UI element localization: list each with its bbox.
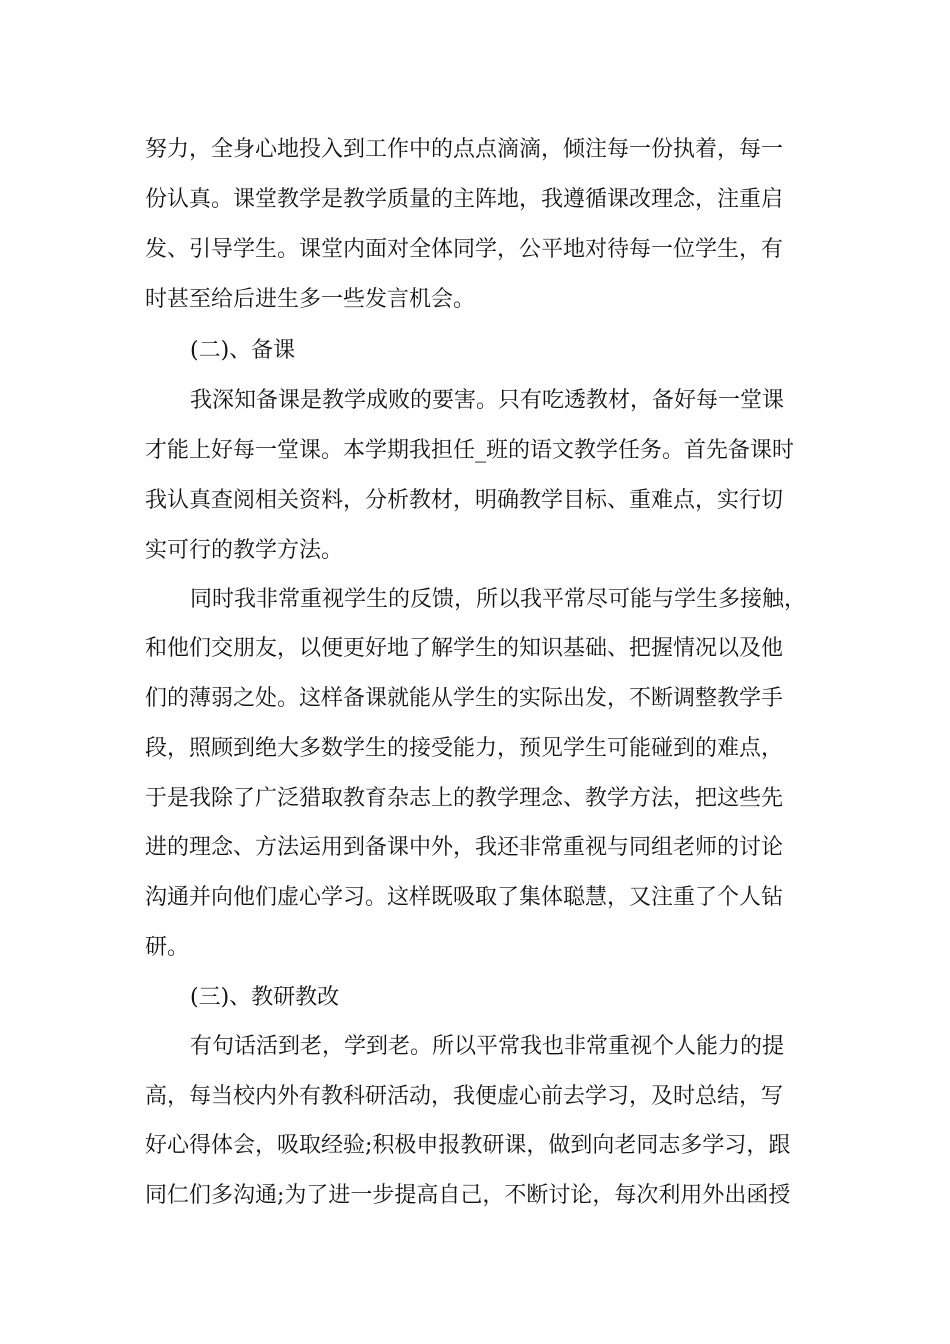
line-text: 好心得体会，吸取经验;积极申报教研课，做到向老同志多学习，跟 [145, 1133, 791, 1158]
line-text: 研。 [145, 935, 190, 960]
text-line [0, 878, 950, 918]
line-text: 才能上好每一堂课。本学期我担任_班的语文教学任务。首先备课时 [145, 438, 795, 463]
line-text: 实可行的教学方法。 [145, 538, 344, 563]
line-text: 发、引导学生。课堂内面对全体同学，公平地对待每一位学生，有 [145, 237, 784, 262]
section-heading [0, 331, 950, 371]
text-line [0, 580, 950, 620]
text-line [0, 481, 950, 521]
text-line [0, 130, 950, 170]
line-text: 我认真查阅相关资料，分析教材，明确教学目标、重难点，实行切 [145, 488, 784, 513]
line-text: 进的理念、方法运用到备课中外，我还非常重视与同组老师的讨论 [145, 835, 784, 860]
text-line [0, 1077, 950, 1117]
text-line [0, 531, 950, 571]
heading-text: (二)、备课 [190, 338, 296, 363]
text-line [0, 729, 950, 769]
text-line [0, 1176, 950, 1216]
text-line [0, 230, 950, 270]
text-line [0, 431, 950, 471]
section-heading [0, 978, 950, 1018]
line-text: 们的薄弱之处。这样备课就能从学生的实际出发，不断调整教学手 [145, 686, 784, 711]
text-line [0, 928, 950, 968]
line-text: 于是我除了广泛猎取教育杂志上的教学理念、教学方法，把这些先 [145, 786, 784, 811]
text-line [0, 381, 950, 421]
text-line [0, 779, 950, 819]
text-line [0, 280, 950, 320]
text-line [0, 629, 950, 669]
text-line [0, 1027, 950, 1067]
line-text: 时甚至给后进生多一些发言机会。 [145, 287, 476, 312]
line-text: 和他们交朋友，以便更好地了解学生的知识基础、把握情况以及他 [145, 636, 784, 661]
text-line [0, 1126, 950, 1166]
line-text: 有句话活到老，学到老。所以平常我也非常重视个人能力的提 [190, 1034, 785, 1059]
line-text: 同仁们多沟通;为了进一步提高自己，不断讨论，每次利用外出函授 [145, 1183, 791, 1208]
text-line [0, 679, 950, 719]
line-text: 高，每当校内外有教科研活动，我便虚心前去学习，及时总结，写 [145, 1084, 784, 1109]
line-text: 沟通并向他们虚心学习。这样既吸取了集体聪慧，又注重了个人钻 [145, 885, 784, 910]
line-text: 份认真。课堂教学是教学质量的主阵地，我遵循课改理念，注重启 [145, 187, 784, 212]
line-text: 段，照顾到绝大多数学生的接受能力，预见学生可能碰到的难点， [145, 736, 784, 761]
line-text: 我深知备课是教学成败的要害。只有吃透教材，备好每一堂课 [190, 388, 785, 413]
heading-text: (三)、教研教改 [190, 985, 340, 1010]
text-line [0, 828, 950, 868]
line-text: 同时我非常重视学生的反馈，所以我平常尽可能与学生多接触， [190, 587, 807, 612]
text-line [0, 180, 950, 220]
line-text: 努力，全身心地投入到工作中的点点滴滴，倾注每一份执着，每一 [145, 137, 784, 162]
